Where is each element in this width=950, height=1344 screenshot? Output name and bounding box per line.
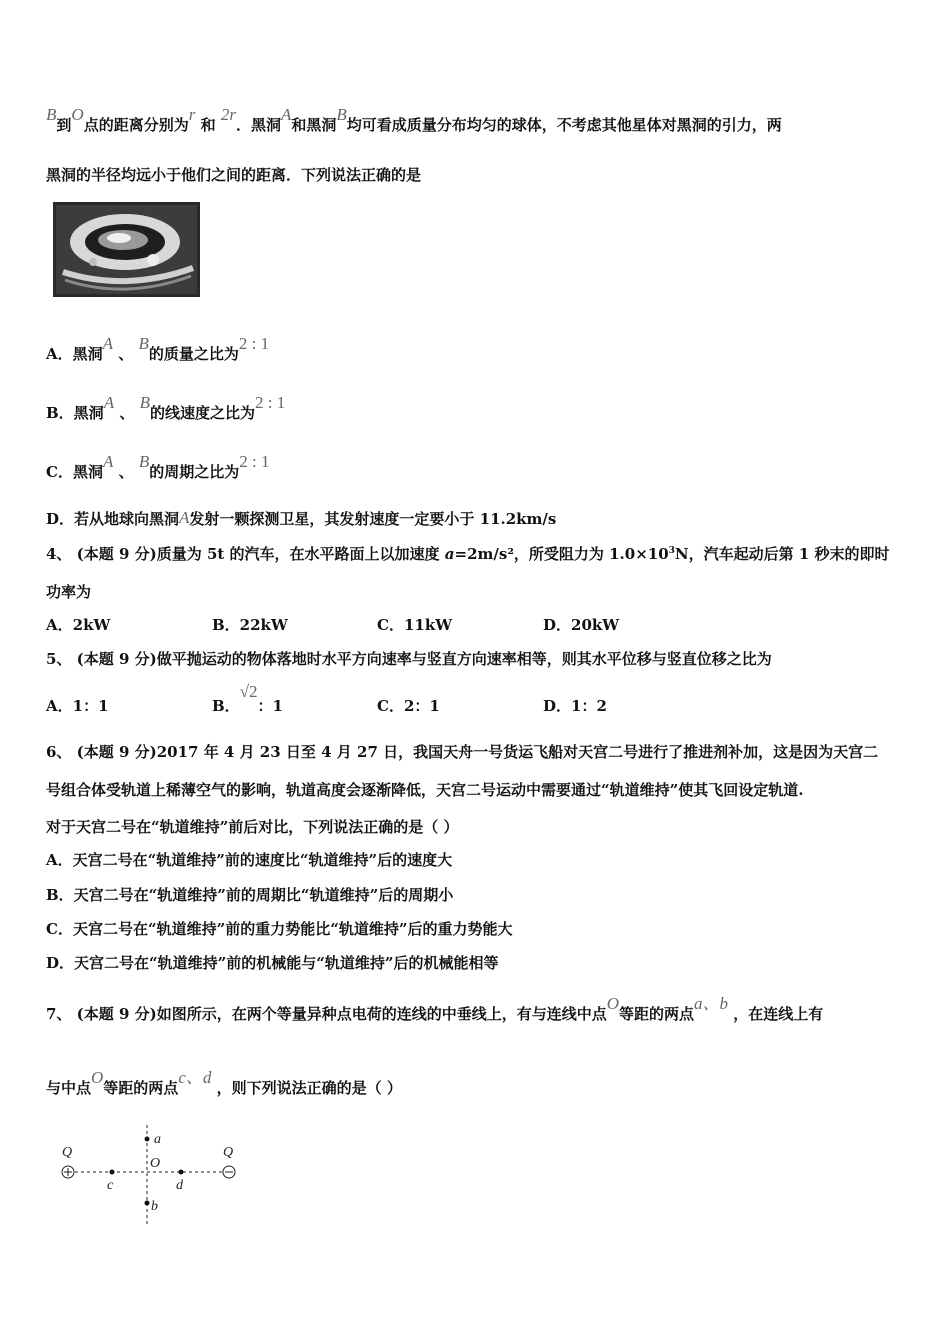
q6-line2: 号组合体受轨道上稀薄空气的影响，轨道高度会逐渐降低，天宫二号运动中需要通过“轨道维持”使其飞回设定轨道.	[46, 781, 804, 799]
q4-line1: 4、 (本题 9 分)质量为 5t 的汽车，在水平路面上以加速度 a=2m/s²，所受阻力为 $1.0\times 10^3N$，汽车起动后第 1 秒末的即时	[46, 545, 890, 563]
q3-option-a: A．黑洞A 、 B的质量之比为2 : 1	[46, 334, 270, 363]
q4-option-c: C．11kW	[377, 616, 453, 634]
var-r: r	[188, 105, 196, 124]
label-o: O	[150, 1156, 161, 1171]
q6-option-d: D．天宫二号在“轨道维持”前的机械能与“轨道维持”后的机械能相等	[46, 954, 499, 972]
q5-option-d: D．1：2	[543, 697, 607, 715]
var-b: B	[46, 105, 57, 124]
label-d: d	[176, 1178, 183, 1193]
q3-line2: 黑洞的半径均远小于他们之间的距离．下列说法正确的是	[46, 166, 422, 184]
q4-option-d: D．20kW	[543, 616, 620, 634]
q4-line2: 功率为	[46, 583, 92, 601]
q3-line1: B到O点的距离分别为r 和 2r．黑洞A和黑洞B均可看成质量分布均匀的球体，不考虑其他星体对黑洞的引力，两	[46, 105, 782, 134]
q5-stem: 5、 (本题 9 分)做平抛运动的物体落地时水平方向速率与竖直方向速率相等，则其水平位移与竖直位移之比为	[46, 650, 772, 668]
black-hole-image	[53, 202, 200, 297]
label-q-left: Q	[62, 1145, 73, 1160]
q6-option-a: A．天宫二号在“轨道维持”前的速度比“轨道维持”后的速度大	[46, 851, 453, 869]
q6-option-c: C．天宫二号在“轨道维持”前的重力势能比“轨道维持”后的重力势能大	[46, 920, 513, 938]
var-2r: 2r	[220, 105, 236, 124]
label-q-right: Q	[223, 1145, 234, 1160]
q3-option-d: D．若从地球向黑洞A发射一颗探测卫星，其发射速度一定要小于 11.2km/s	[46, 508, 557, 528]
point-a	[145, 1137, 150, 1142]
point-c	[110, 1170, 115, 1175]
q5-option-b: B．√2：1	[212, 682, 283, 715]
q3-option-b: B．黑洞A 、 B的线速度之比为2 : 1	[46, 393, 286, 422]
q6-line1: 6、 (本题 9 分)2017 年 4 月 23 日至 4 月 27 日，我国天舟一号货运飞船对天宫二号进行了推进剂补加，这是因为天宫二	[46, 743, 879, 761]
q6-option-b: B．天宫二号在“轨道维持”前的周期比“轨道维持”后的周期小	[46, 886, 454, 904]
point-d	[179, 1170, 184, 1175]
q6-line3: 对于天宫二号在“轨道维持”前后对比，下列说法正确的是（ ）	[46, 818, 459, 836]
var-a: A	[280, 105, 292, 124]
q4-option-b: B．22kW	[212, 616, 288, 634]
q7-line2: 与中点O等距的两点c、d ，则下列说法正确的是（ ）	[46, 1068, 402, 1097]
q5-option-a: A．1：1	[46, 697, 109, 715]
var-o: O	[71, 105, 84, 124]
sqrt2: √2	[239, 682, 258, 701]
label-b: b	[151, 1199, 158, 1214]
label-a: a	[154, 1132, 161, 1147]
charge-diagram	[55, 1125, 255, 1230]
q7-line1: 7、 (本题 9 分)如图所示，在两个等量异种点电荷的连线的中垂线上，有与连线中点O等距的两点a、b ，在连线上有	[46, 994, 824, 1023]
q4-option-a: A．2kW	[46, 616, 111, 634]
point-b	[145, 1201, 150, 1206]
var-b2: B	[336, 105, 347, 124]
label-c: c	[107, 1178, 114, 1193]
q5-option-c: C．2：1	[377, 697, 440, 715]
q3-option-c: C．黑洞A 、 B的周期之比为2 : 1	[46, 452, 270, 481]
